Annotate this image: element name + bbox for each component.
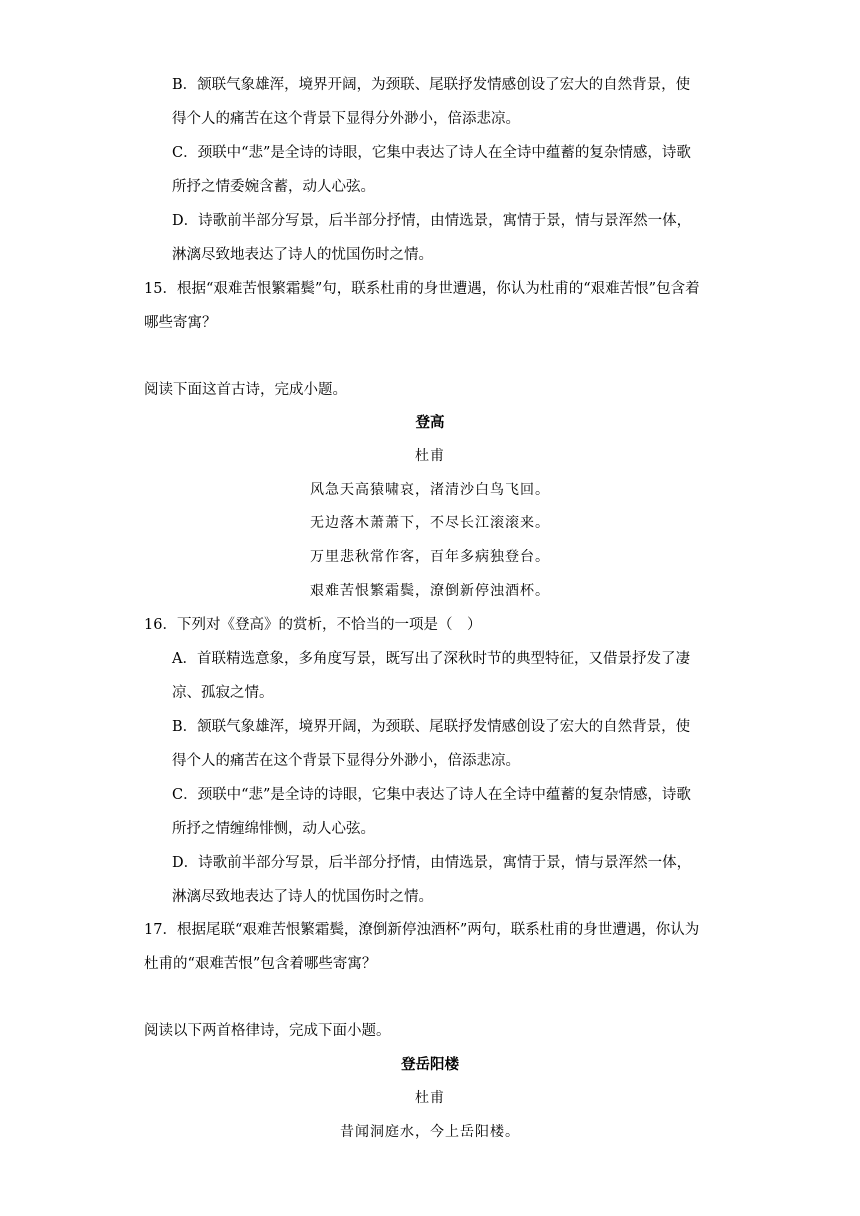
poem-line: 艰难苦恨繁霜鬓，潦倒新停浊酒杯。 bbox=[310, 583, 550, 599]
option-b-line2: 得个人的痛苦在这个背景下显得分外渺小，倍添悲凉。 bbox=[172, 753, 520, 769]
question-16: 16．下列对《登高》的赏析，不恰当的一项是（ ） bbox=[144, 617, 482, 633]
option-b-line1: B．颔联气象雄浑，境界开阔，为颈联、尾联抒发情感创设了宏大的自然背景，使 bbox=[172, 77, 691, 93]
option-b-line2: 得个人的痛苦在这个背景下显得分外渺小，倍添悲凉。 bbox=[172, 111, 520, 127]
option-a-line1: A．首联精选意象，多角度写景，既写出了深秋时节的典型特征，又借景抒发了凄 bbox=[172, 651, 690, 667]
option-c-line2: 所抒之情缠绵悱恻，动人心弦。 bbox=[172, 821, 375, 837]
reading-intro: 阅读下面这首古诗，完成小题。 bbox=[144, 382, 347, 398]
option-d-line1: D．诗歌前半部分写景，后半部分抒情，由情选景，寓情于景，情与景浑然一体， bbox=[172, 855, 692, 871]
option-d-line1: D．诗歌前半部分写景，后半部分抒情，由情选景，寓情于景，情与景浑然一体， bbox=[172, 213, 692, 229]
option-c-line1: C．颈联中“悲”是全诗的诗眼，它集中表达了诗人在全诗中蕴蓄的复杂情感，诗歌 bbox=[172, 145, 691, 161]
poem-author-2: 杜甫 bbox=[415, 1090, 445, 1106]
question-15-line1: 15．根据“艰难苦恨繁霜鬓”句，联系杜甫的身世遭遇，你认为杜甫的“艰难苦恨”包含着 bbox=[144, 281, 700, 297]
option-c-line2: 所抒之情委婉含蓄，动人心弦。 bbox=[172, 179, 375, 195]
option-d-line2: 淋漓尽致地表达了诗人的忧国伤时之情。 bbox=[172, 889, 433, 905]
question-17-line1: 17．根据尾联“艰难苦恨繁霜鬓，潦倒新停浊酒杯”两句，联系杜甫的身世遭遇，你认为 bbox=[144, 922, 700, 938]
option-c-line1: C．颈联中“悲”是全诗的诗眼，它集中表达了诗人在全诗中蕴蓄的复杂情感，诗歌 bbox=[172, 787, 691, 803]
question-15-line2: 哪些寄寓？ bbox=[144, 315, 217, 331]
option-d-line2: 淋漓尽致地表达了诗人的忧国伤时之情。 bbox=[172, 247, 433, 263]
poem-line: 万里悲秋常作客，百年多病独登台。 bbox=[310, 549, 550, 565]
option-a-line2: 凉、孤寂之情。 bbox=[172, 685, 274, 701]
poem-title: 登高 bbox=[415, 414, 445, 431]
question-17-line2: 杜甫的“艰难苦恨”包含着哪些寄寓？ bbox=[144, 956, 377, 972]
poem-line: 昔闻洞庭水，今上岳阳楼。 bbox=[340, 1124, 520, 1140]
option-b-line1: B．颔联气象雄浑，境界开阔，为颈联、尾联抒发情感创设了宏大的自然背景，使 bbox=[172, 719, 691, 735]
poem-author: 杜甫 bbox=[415, 448, 445, 464]
poem-title-2: 登岳阳楼 bbox=[401, 1056, 459, 1073]
poem-line: 风急天高猿啸哀，渚清沙白鸟飞回。 bbox=[310, 482, 550, 498]
poem-line: 无边落木萧萧下，不尽长江滚滚来。 bbox=[310, 515, 550, 531]
reading-intro-2: 阅读以下两首格律诗，完成下面小题。 bbox=[144, 1023, 391, 1039]
